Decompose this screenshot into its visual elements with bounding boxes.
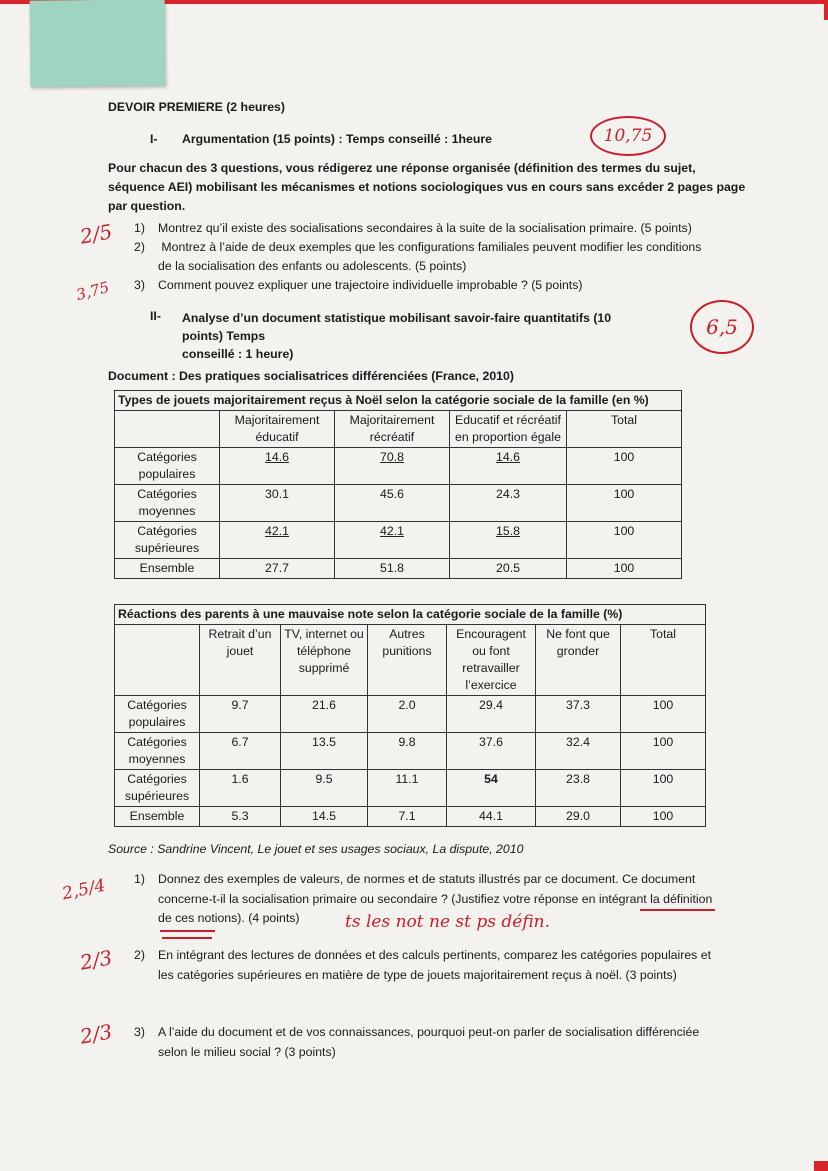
row-label: Catégories moyennes	[115, 733, 200, 770]
row-label: Catégories populaires	[115, 696, 200, 733]
question-text: En intégrant des lectures de données et des calculs pertinents, comparez les catégories populaires et	[158, 948, 711, 962]
question-number: 3)	[134, 1025, 145, 1039]
header-cell: Total	[621, 625, 706, 696]
cell: 37.3	[536, 696, 621, 733]
cell: 42.1	[220, 522, 335, 559]
row-label: Catégories supérieures	[115, 770, 200, 807]
cell: 11.1	[368, 770, 447, 807]
doc-q2-mark: 2/3	[78, 945, 115, 975]
question-number: 2)	[134, 240, 145, 254]
cell: 32.4	[536, 733, 621, 770]
cell: 27.7	[220, 559, 335, 579]
question-text: Comment pouvez expliquer une trajectoire individuelle improbable ? (5 points)	[158, 278, 583, 292]
cell: 100	[621, 733, 706, 770]
cell: 45.6	[335, 485, 450, 522]
table-row	[115, 485, 682, 522]
header-cell: Ne font que gronder	[536, 625, 621, 696]
doc-question-3	[134, 1022, 699, 1062]
doc-question-2	[134, 945, 711, 985]
intro-line: par question.	[108, 199, 186, 213]
header-cell	[115, 411, 220, 448]
cell: 37.6	[447, 733, 536, 770]
sticky-note	[30, 0, 166, 87]
document-title: Document : Des pratiques socialisatrices différenciées (France, 2010)	[108, 369, 514, 383]
table-row	[115, 770, 706, 807]
cell: 42.1	[335, 522, 450, 559]
question-text: concerne-t-il la socialisation primaire ou secondaire ? (Justifiez votre réponse en intégrant la définition	[158, 891, 713, 906]
question-text: de la socialisation des enfants ou adolescents. (5 points)	[158, 259, 467, 273]
header-cell: Retrait d’un jouet	[200, 625, 281, 696]
question-number: 1)	[134, 221, 145, 235]
question-number: 3)	[134, 278, 145, 292]
question-number: 2)	[134, 948, 145, 962]
intro-line: Pour chacun des 3 questions, vous rédigerez une réponse organisée (définition des termes du sujet,	[108, 161, 696, 175]
cell: 70.8	[335, 448, 450, 485]
cell: 23.8	[536, 770, 621, 807]
cell: 100	[621, 696, 706, 733]
red-underline	[160, 930, 215, 932]
question-text: Montrez à l’aide de deux exemples que les configurations familiales peuvent modifier les conditions	[158, 240, 702, 254]
table-row	[115, 448, 682, 485]
part1-heading: Argumentation (15 points) : Temps conseillé : 1heure	[182, 132, 492, 146]
red-underline	[640, 909, 715, 911]
toys-table	[114, 390, 682, 579]
question-text: de ces notions). (4 points)	[158, 911, 300, 925]
page-corner	[814, 1161, 828, 1171]
header-cell: Majoritairement éducatif	[220, 411, 335, 448]
cell: 14.6	[220, 448, 335, 485]
cell: 100	[621, 807, 706, 827]
cell: 100	[567, 559, 682, 579]
reactions-table	[114, 604, 706, 827]
question-number: 1)	[134, 872, 145, 886]
part1-questions	[134, 219, 701, 295]
cell: 14.5	[281, 807, 368, 827]
question-text: selon le milieu social ? (3 points)	[158, 1045, 336, 1059]
table-title: Types de jouets majoritairement reçus à Noël selon la catégorie sociale de la famille (en %)	[115, 391, 682, 411]
cell: 7.1	[368, 807, 447, 827]
cell: 21.6	[281, 696, 368, 733]
header-cell: Educatif et récréatif en proportion égale	[450, 411, 567, 448]
question-3	[134, 276, 701, 295]
cell: 5.3	[200, 807, 281, 827]
cell: 100	[567, 485, 682, 522]
cell: 29.4	[447, 696, 536, 733]
q3-mark: 3,75	[74, 277, 112, 305]
row-label: Ensemble	[115, 807, 200, 827]
header-cell: Majoritairement récréatif	[335, 411, 450, 448]
table-row	[115, 559, 682, 579]
part2-number: II-	[150, 309, 161, 323]
row-label: Catégories populaires	[115, 448, 220, 485]
cell: 9.7	[200, 696, 281, 733]
header-cell: Encouragent ou font retravailler l’exercice	[447, 625, 536, 696]
cell: 54	[447, 770, 536, 807]
part1-intro	[108, 159, 745, 216]
question-text: Donnez des exemples de valeurs, de normes et de statuts illustrés par ce document. Ce document	[158, 872, 696, 886]
header-cell: Autres punitions	[368, 625, 447, 696]
part1-score: 10,75	[590, 116, 666, 156]
cell: 20.5	[450, 559, 567, 579]
cell: 1.6	[200, 770, 281, 807]
page-title: DEVOIR PREMIERE (2 heures)	[108, 100, 285, 114]
cell: 6.7	[200, 733, 281, 770]
cell: 44.1	[447, 807, 536, 827]
table-row	[115, 696, 706, 733]
header-cell: Total	[567, 411, 682, 448]
question-text: les catégories supérieures en matière de type de jouets majoritairement reçus à noël. (3 points)	[158, 968, 677, 982]
red-underline	[162, 937, 212, 939]
cell: 9.8	[368, 733, 447, 770]
heading-line: Analyse d’un document statistique mobilisant savoir-faire quantitatifs (10 points) Temps	[182, 311, 612, 343]
cell: 30.1	[220, 485, 335, 522]
cell: 100	[567, 448, 682, 485]
part2-heading	[182, 309, 652, 363]
question-2	[134, 238, 701, 257]
table-row	[115, 522, 682, 559]
cell: 9.5	[281, 770, 368, 807]
page-edge	[824, 0, 828, 20]
doc-q1-comment: ts les not ne st ps défin.	[345, 912, 551, 932]
question-text: Montrez qu’il existe des socialisations secondaires à la suite de la socialisation primaire. (5 points)	[158, 221, 692, 235]
cell: 51.8	[335, 559, 450, 579]
table-row	[115, 807, 706, 827]
question-text: A l’aide du document et de vos connaissances, pourquoi peut-on parler de socialisation différenciée	[158, 1025, 700, 1039]
intro-line: séquence AEI) mobilisant les mécanismes et notions sociologiques vus en cours sans excéder 2 pages page	[108, 180, 746, 194]
header-cell: TV, internet ou téléphone supprimé	[281, 625, 368, 696]
part1-number: I-	[150, 132, 158, 146]
q1-mark: 2/5	[78, 219, 115, 249]
cell: 13.5	[281, 733, 368, 770]
row-label: Catégories moyennes	[115, 485, 220, 522]
doc-q1-mark: 2,5/4	[60, 875, 108, 905]
cell: 24.3	[450, 485, 567, 522]
cell: 14.6	[450, 448, 567, 485]
heading-line: conseillé : 1 heure)	[182, 347, 294, 361]
cell: 100	[621, 770, 706, 807]
header-cell	[115, 625, 200, 696]
row-label: Catégories supérieures	[115, 522, 220, 559]
source-citation: Source : Sandrine Vincent, Le jouet et ses usages sociaux, La dispute, 2010	[108, 842, 524, 856]
table-row	[115, 733, 706, 770]
cell: 2.0	[368, 696, 447, 733]
doc-q3-mark: 2/3	[78, 1019, 115, 1049]
part2-score: 6,5	[690, 300, 754, 354]
question-1	[134, 219, 701, 238]
cell: 100	[567, 522, 682, 559]
table-title: Réactions des parents à une mauvaise note selon la catégorie sociale de la famille (%)	[115, 605, 706, 625]
cell: 15.8	[450, 522, 567, 559]
row-label: Ensemble	[115, 559, 220, 579]
cell: 29.0	[536, 807, 621, 827]
